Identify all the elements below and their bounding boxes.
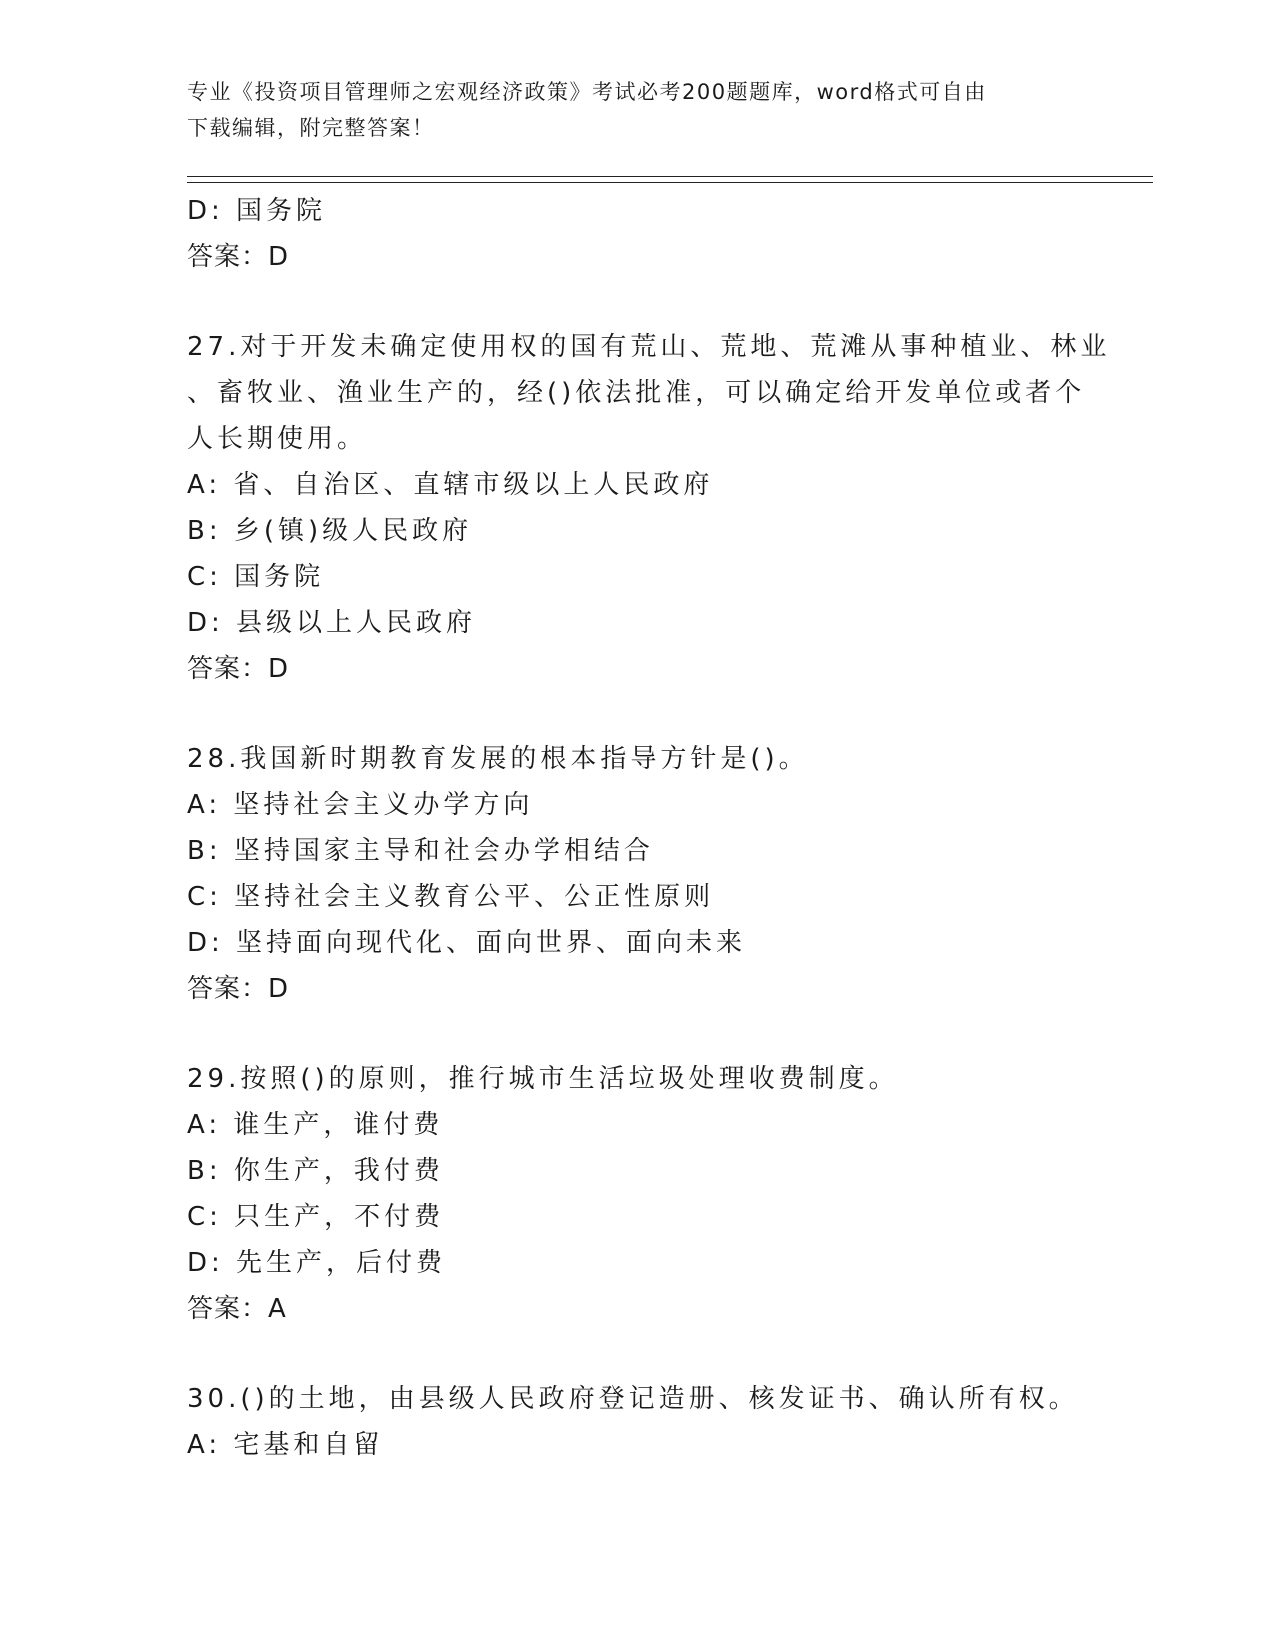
option-d: D: 先生产，后付费 bbox=[187, 1248, 447, 1278]
document-body bbox=[187, 188, 1111, 1468]
question-26-tail bbox=[187, 188, 1087, 280]
answer-line: 答案：D bbox=[187, 654, 290, 684]
option-d: D: 县级以上人民政府 bbox=[187, 608, 477, 638]
option-b: B: 坚持国家主导和社会办学相结合 bbox=[187, 836, 654, 866]
option-d: D: 坚持面向现代化、面向世界、面向未来 bbox=[187, 928, 747, 958]
question-stem: 30.()的土地，由县级人民政府登记造册、核发证书、确认所有权。 bbox=[187, 1384, 1079, 1414]
option-b: B: 乡(镇)级人民政府 bbox=[187, 516, 473, 546]
option-a: A: 谁生产，谁付费 bbox=[187, 1110, 444, 1140]
option-c: C: 只生产，不付费 bbox=[187, 1202, 445, 1232]
option-a: A: 宅基和自留 bbox=[187, 1430, 384, 1460]
question-29 bbox=[187, 1056, 1087, 1332]
answer-line: 答案：D bbox=[187, 974, 290, 1004]
question-stem: 28.我国新时期教育发展的根本指导方针是()。 bbox=[187, 744, 809, 774]
header-line-1: 专业《投资项目管理师之宏观经济政策》考试必考200题题库，word格式可自由 bbox=[187, 80, 987, 104]
question-stem: 人长期使用。 bbox=[187, 424, 368, 454]
option-d: D: 国务院 bbox=[187, 196, 327, 226]
option-c: C: 坚持社会主义教育公平、公正性原则 bbox=[187, 882, 715, 912]
spacer bbox=[187, 1012, 1087, 1056]
document-header bbox=[187, 74, 1087, 146]
header-divider-bottom bbox=[187, 182, 1153, 183]
option-a: A: 省、自治区、直辖市级以上人民政府 bbox=[187, 470, 714, 500]
question-27 bbox=[187, 324, 1111, 692]
question-30 bbox=[187, 1376, 1087, 1468]
option-a: A: 坚持社会主义办学方向 bbox=[187, 790, 534, 820]
question-stem: 27.对于开发未确定使用权的国有荒山、荒地、荒滩从事种植业、林业 bbox=[187, 332, 1111, 362]
option-c: C: 国务院 bbox=[187, 562, 325, 592]
answer-line: 答案：A bbox=[187, 1294, 287, 1324]
spacer bbox=[187, 692, 1087, 736]
question-28 bbox=[187, 736, 1087, 1012]
spacer bbox=[187, 280, 1087, 324]
question-stem: 29.按照()的原则，推行城市生活垃圾处理收费制度。 bbox=[187, 1064, 899, 1094]
option-b: B: 你生产，我付费 bbox=[187, 1156, 444, 1186]
question-stem: 、畜牧业、渔业生产的，经()依法批准，可以确定给开发单位或者个 bbox=[187, 378, 1086, 408]
header-line-2: 下载编辑，附完整答案！ bbox=[187, 116, 435, 140]
spacer bbox=[187, 1332, 1087, 1376]
answer-line: 答案：D bbox=[187, 242, 290, 272]
header-divider-top bbox=[187, 176, 1153, 177]
